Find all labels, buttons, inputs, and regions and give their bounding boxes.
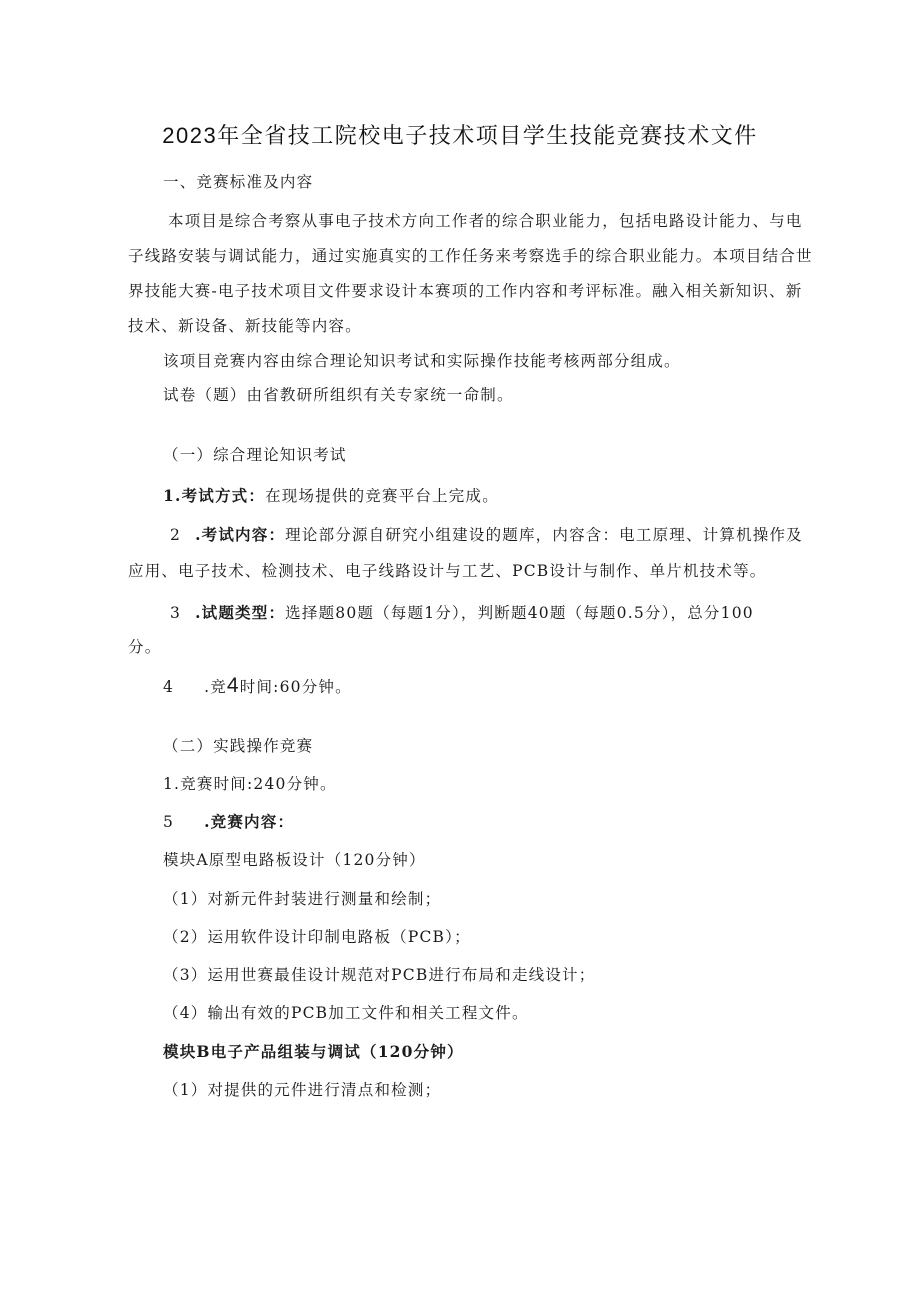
document-title: 2023年全省技工院校电子技术项目学生技能竞赛技术文件	[162, 123, 758, 148]
theory-item-exam-method	[163, 486, 499, 506]
exam-method-text: 在现场提供的竞赛平台上完成。	[265, 487, 499, 505]
module-a-item-4: （4）输出有效的PCB加工文件和相关工程文件。	[163, 1004, 529, 1022]
exam-content-text: 理论部分源自研究小组建设的题库，内容含：电工原理、计算机操作及	[285, 526, 803, 544]
question-types-label: .试题类型：	[195, 603, 286, 622]
theory-item-exam-content	[170, 525, 803, 545]
exam-content-label: .考试内容：	[195, 525, 286, 544]
intro-paragraph-line-3: 界技能大赛-电子技术项目文件要求设计本赛项的工作内容和考评标准。融入相关新知识、新	[128, 282, 803, 300]
practice-item-duration: 1.竞赛时间:240分钟。	[163, 775, 337, 793]
module-a-item-2: （2）运用软件设计印制电路板（PCB）；	[163, 928, 471, 946]
duration-number: 4	[163, 678, 175, 696]
module-a-item-3: （3）运用世赛最佳设计规范对PCB进行布局和走线设计；	[163, 966, 596, 984]
question-types-continuation: 分。	[128, 638, 162, 656]
subsection-heading-practice: （二）实践操作竞赛	[163, 737, 314, 755]
module-a-title: 模块A原型电路板设计（120分钟）	[163, 851, 426, 869]
intro-paragraph-line-2: 子线路安装与调试能力，通过实施真实的工作任务来考察选手的综合职业能力。本项目结合世	[128, 247, 813, 265]
practice-content-label: .竞赛内容：	[204, 812, 295, 831]
duration-stray-digit: 4	[226, 674, 240, 697]
duration-text: 时间:60分钟。	[239, 678, 352, 696]
section-heading-standards: 一、竞赛标准及内容	[163, 173, 314, 191]
composition-paragraph: 该项目竞赛内容由综合理论知识考试和实际操作技能考核两部分组成。	[163, 352, 681, 370]
question-types-text: 选择题80题（每题1分），判断题40题（每题0.5分），总分100	[285, 604, 754, 622]
exam-method-label: 1.考试方式：	[163, 486, 266, 505]
module-a-item-1: （1）对新元件封装进行测量和绘制；	[163, 890, 442, 908]
exam-content-number: 2	[170, 526, 182, 544]
module-b-title: 模块B电子产品组装与调试（120分钟）	[163, 1042, 464, 1061]
question-types-number: 3	[170, 604, 182, 622]
duration-prefix: .竞	[204, 678, 227, 696]
intro-paragraph-line-1: 本项目是综合考察从事电子技术方向工作者的综合职业能力，包括电路设计能力、与电	[168, 212, 803, 230]
theory-item-question-types	[170, 603, 754, 623]
exam-content-continuation: 应用、电子技术、检测技术、电子线路设计与工艺、PCB设计与制作、单片机技术等。	[128, 562, 767, 580]
theory-item-duration	[163, 676, 352, 697]
subsection-heading-theory: （一）综合理论知识考试	[163, 446, 347, 464]
intro-paragraph-line-4: 技术、新设备、新技能等内容。	[128, 317, 362, 335]
practice-item-content	[163, 812, 294, 832]
exam-authority-paragraph: 试卷（题）由省教研所组织有关专家统一命制。	[163, 386, 514, 404]
module-b-item-1: （1）对提供的元件进行清点和检测；	[163, 1081, 442, 1099]
practice-content-number: 5	[163, 813, 175, 831]
